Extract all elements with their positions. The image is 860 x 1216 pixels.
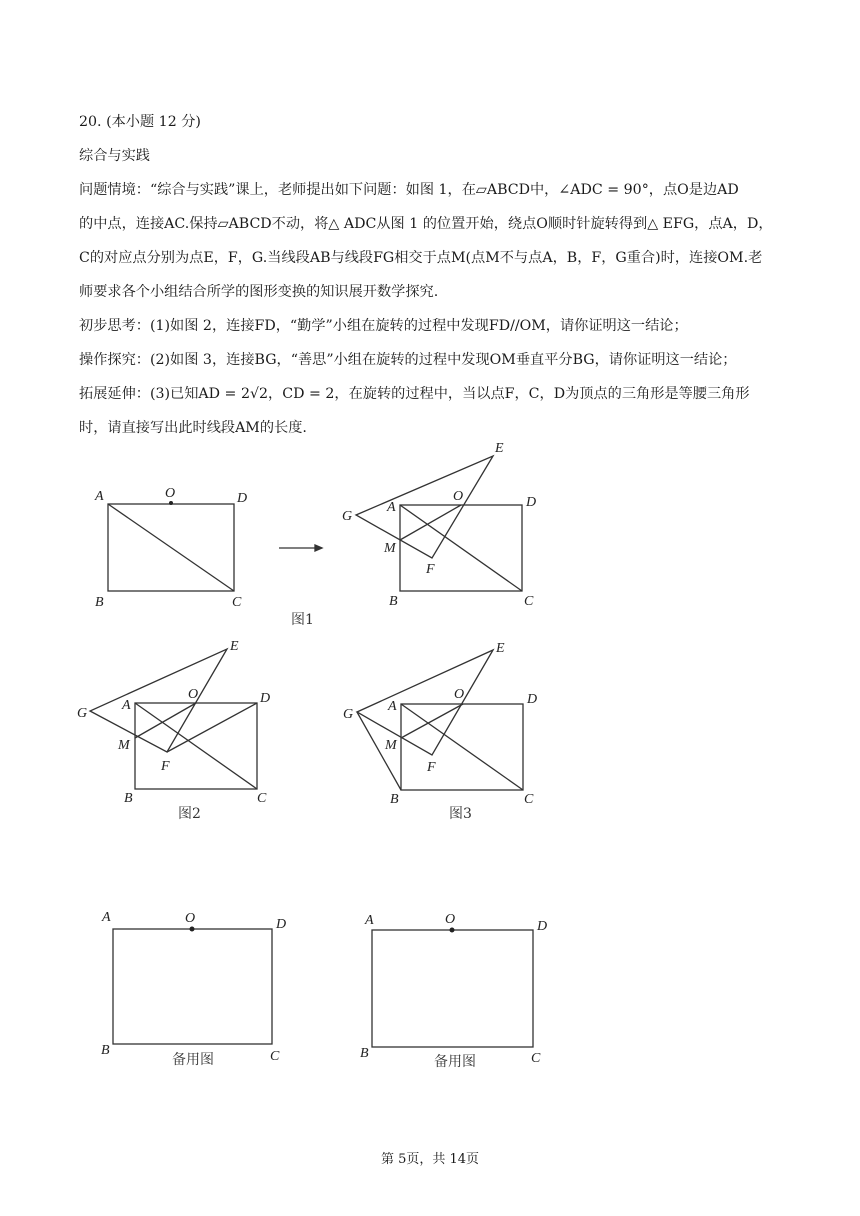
label-o: O xyxy=(165,486,176,501)
label-b: B xyxy=(124,791,133,806)
label-a: A xyxy=(122,698,131,713)
figure-1 xyxy=(0,430,860,640)
label-c: C xyxy=(232,595,242,610)
label-c: C xyxy=(270,1049,280,1064)
label-c: C xyxy=(531,1051,541,1066)
label-m: M xyxy=(385,738,397,753)
label-g: G xyxy=(343,707,354,722)
problem-line-3: C的对应点分别为点E，F，G.当线段AB与线段FG相交于点M(点M不与点A，B，F，G重合)时，连接OM.老 xyxy=(79,250,763,266)
label-a: A xyxy=(388,699,397,714)
label-o: O xyxy=(454,687,465,702)
page-footer: 第 5页，共 14页 xyxy=(380,1152,480,1167)
rect-abcd xyxy=(372,930,533,1047)
label-a: A xyxy=(102,910,111,925)
triangle-efg xyxy=(356,456,493,558)
spare-caption: 备用图 xyxy=(434,1054,476,1070)
label-g: G xyxy=(77,706,88,721)
segment-om xyxy=(400,505,461,540)
triangle-efg xyxy=(357,650,493,755)
label-b: B xyxy=(101,1043,110,1058)
label-a: A xyxy=(387,500,396,515)
label-a: A xyxy=(95,489,104,504)
problem-line-1: 问题情境：“综合与实践”课上，老师提出如下问题：如图 1，在▱ABCD中，∠ADC = 90°，点O是边AD xyxy=(79,182,739,198)
spare-figure-2 xyxy=(0,900,860,1080)
label-b: B xyxy=(390,792,399,807)
label-f: F xyxy=(161,759,170,774)
label-c: C xyxy=(524,594,534,609)
problem-line-2: 的中点，连接AC.保持▱ABCD不动，将△ ADC从图 1 的位置开始，绕点O顺时针旋转得到△ EFG，点A，D， xyxy=(79,216,773,232)
label-e: E xyxy=(230,639,239,654)
label-o: O xyxy=(188,687,199,702)
problem-line-6: 操作探究：(2)如图 3，连接BG，“善思”小组在旋转的过程中发现OM垂直平分BG，请你证明这一结论； xyxy=(79,352,737,368)
label-o: O xyxy=(445,912,456,927)
label-d: D xyxy=(237,491,248,506)
label-g: G xyxy=(342,509,353,524)
label-d: D xyxy=(276,917,287,932)
label-m: M xyxy=(118,738,130,753)
label-b: B xyxy=(95,595,104,610)
figure-1-caption: 图1 xyxy=(291,612,314,628)
problem-line-7: 拓展延伸：(3)已知AD = 2√2，CD = 2，在旋转的过程中，当以点F，C，D为顶点的三角形是等腰三角形 xyxy=(79,386,750,402)
section-title: 综合与实践 xyxy=(79,148,150,164)
arrow-head xyxy=(315,545,322,551)
segment-om xyxy=(401,704,463,738)
point-o xyxy=(450,928,455,933)
label-d: D xyxy=(526,495,537,510)
label-o: O xyxy=(453,489,464,504)
problem-line-8: 时，请直接写出此时线段AM的长度. xyxy=(79,420,307,436)
label-d: D xyxy=(537,919,548,934)
label-c: C xyxy=(257,791,267,806)
label-d: D xyxy=(527,692,538,707)
diagonal-ac xyxy=(400,505,522,591)
label-d: D xyxy=(260,691,271,706)
label-b: B xyxy=(389,594,398,609)
label-c: C xyxy=(524,792,534,807)
problem-header: 20. (本小题 12 分) xyxy=(79,114,201,130)
label-m: M xyxy=(384,541,396,556)
label-f: F xyxy=(427,760,436,775)
label-o: O xyxy=(185,911,196,926)
label-f: F xyxy=(426,562,435,577)
label-a: A xyxy=(365,913,374,928)
diagonal-ac xyxy=(108,504,234,591)
spare-caption: 备用图 xyxy=(172,1052,214,1068)
problem-line-5: 初步思考：(1)如图 2，连接FD，“勤学”小组在旋转的过程中发现FD//OM，请你证明这一结论； xyxy=(79,318,688,334)
figure-3-caption: 图3 xyxy=(449,806,472,822)
problem-line-4: 师要求各个小组结合所学的图形变换的知识展开数学探究. xyxy=(79,284,439,300)
point-o xyxy=(169,501,173,505)
figure-2-caption: 图2 xyxy=(178,806,201,822)
label-b: B xyxy=(360,1046,369,1061)
label-e: E xyxy=(496,641,505,656)
label-e: E xyxy=(495,441,504,456)
figure-3 xyxy=(0,635,860,830)
